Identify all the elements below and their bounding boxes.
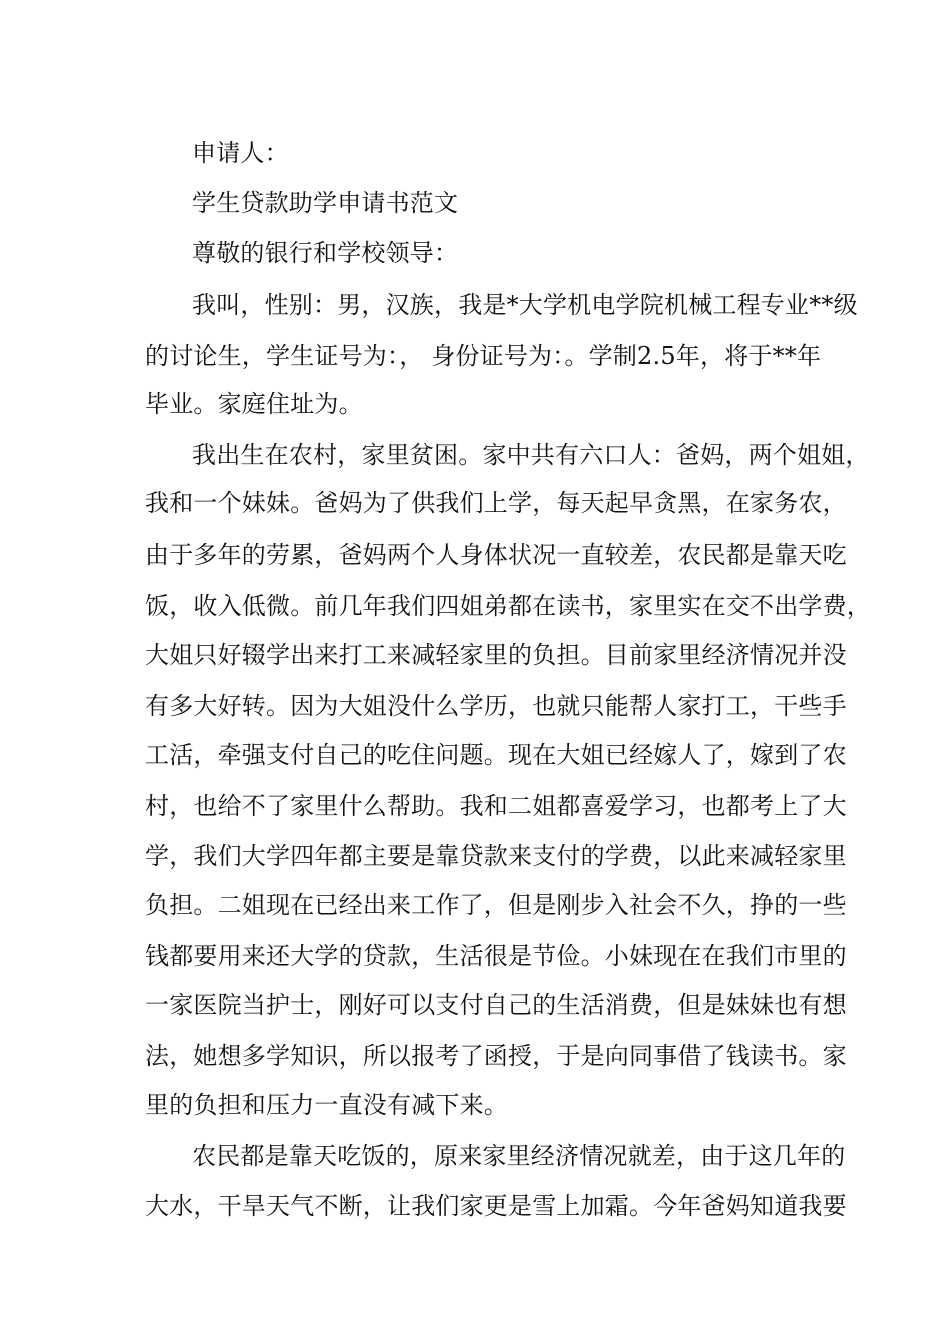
applicant-label: 申请人： (192, 139, 289, 167)
body-line: 里的负担和压力一直没有减下来。 (145, 1091, 508, 1119)
body-line: 大水，干旱天气不断，让我们家更是雪上加霜。今年爸妈知道我要 (145, 1192, 847, 1220)
body-line: 负担。二姐现在已经出来工作了，但是刚步入社会不久，挣的一些 (145, 891, 847, 919)
body-line: 法，她想多学知识，所以报考了函授，于是向同事借了钱读书。家 (145, 1042, 847, 1070)
body-line: 我出生在农村，家里贫困。家中共有六口人：爸妈，两个姐姐， (192, 441, 870, 469)
body-line: 钱都要用来还大学的贷款，生活很是节俭。小妹现在在我们市里的 (145, 942, 847, 970)
body-line: 农民都是靠天吃饭的，原来家里经济情况就差，由于这几年的 (192, 1142, 846, 1170)
body-line: 一家医院当护士，刚好可以支付自己的生活消费，但是妹妹也有想 (145, 991, 847, 1019)
body-line: 工活，牵强支付自己的吃住问题。现在大姐已经嫁人了，嫁到了农 (145, 741, 847, 769)
body-line: 我叫，性别：男，汉族，我是*大学机电学院机械工程专业**级 (192, 291, 858, 319)
body-line: 毕业。家庭住址为。 (145, 390, 363, 418)
body-line: 我和一个妹妹。爸妈为了供我们上学，每天起早贪黑，在家务农， (145, 489, 847, 517)
body-line: 村，也给不了家里什么帮助。我和二姐都喜爱学习，也都考上了大 (145, 792, 847, 820)
salutation: 尊敬的银行和学校领导： (192, 239, 459, 267)
body-line: 有多大好转。因为大姐没什么学历，也就只能帮人家打工，干些手 (145, 692, 847, 720)
body-line: 大姐只好辍学出来打工来减轻家里的负担。目前家里经济情况并没 (145, 641, 847, 669)
body-line: 的讨论生，学生证号为：， 身份证号为：。学制2.5年，将于**年 (145, 342, 822, 370)
body-line: 学，我们大学四年都主要是靠贷款来支付的学费，以此来减轻家里 (145, 842, 847, 870)
body-line: 由于多年的劳累，爸妈两个人身体状况一直较差，农民都是靠天吃 (145, 541, 847, 569)
document-title: 学生贷款助学申请书范文 (192, 189, 459, 217)
body-line: 饭，收入低微。前几年我们四姐弟都在读书，家里实在交不出学费， (145, 592, 871, 620)
